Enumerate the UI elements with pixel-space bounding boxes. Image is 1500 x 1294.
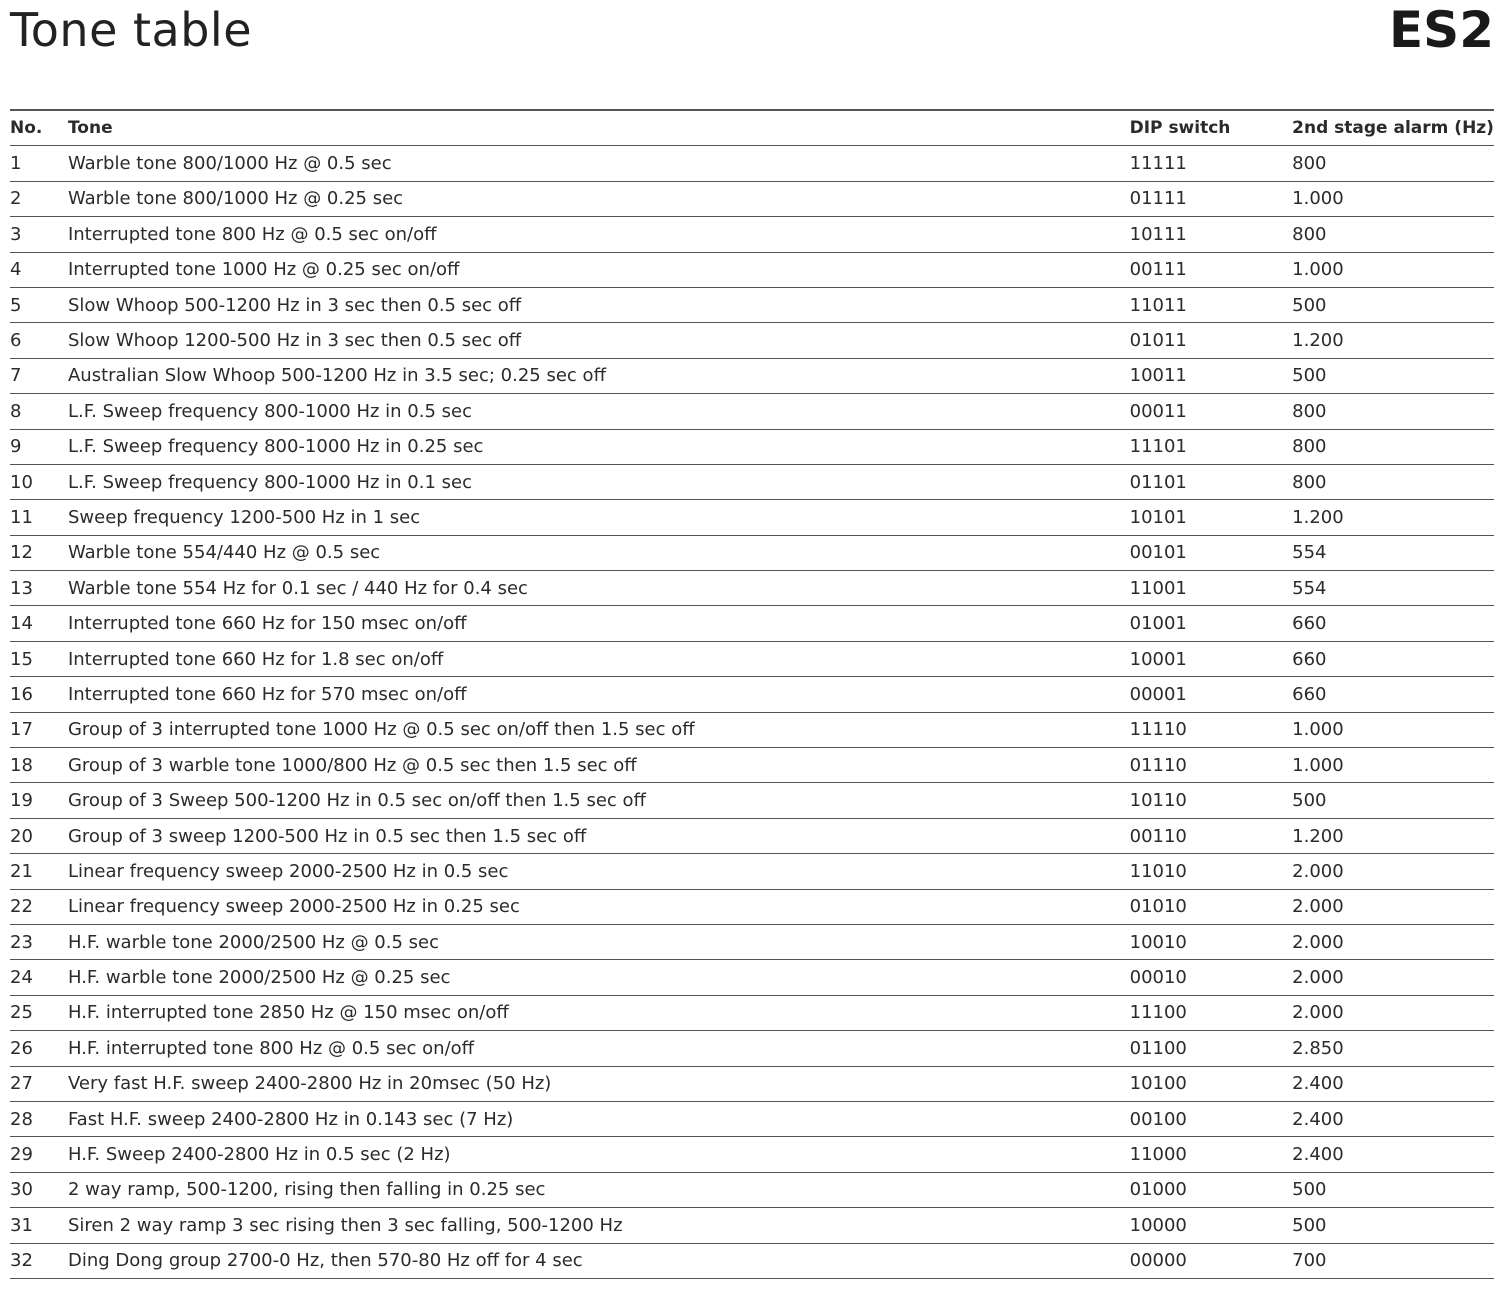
- cell-number: 23: [10, 924, 68, 959]
- cell-number: 32: [10, 1243, 68, 1278]
- cell-dip-switch: 01011: [1130, 323, 1293, 358]
- cell-tone: Warble tone 554/440 Hz @ 0.5 sec: [68, 535, 1130, 570]
- tone-table: [10, 109, 1494, 1279]
- cell-dip-switch: 01010: [1130, 889, 1293, 924]
- table-row: [10, 181, 1494, 216]
- cell-second-stage-alarm: 2.400: [1292, 1137, 1494, 1172]
- cell-second-stage-alarm: 554: [1292, 571, 1494, 606]
- cell-second-stage-alarm: 2.000: [1292, 889, 1494, 924]
- cell-tone: Fast H.F. sweep 2400-2800 Hz in 0.143 sec (7 Hz): [68, 1101, 1130, 1136]
- cell-number: 18: [10, 748, 68, 783]
- cell-dip-switch: 00010: [1130, 960, 1293, 995]
- cell-tone: Interrupted tone 660 Hz for 150 msec on/off: [68, 606, 1130, 641]
- cell-dip-switch: 01101: [1130, 464, 1293, 499]
- cell-second-stage-alarm: 800: [1292, 429, 1494, 464]
- cell-tone: 2 way ramp, 500-1200, rising then falling in 0.25 sec: [68, 1172, 1130, 1207]
- cell-number: 30: [10, 1172, 68, 1207]
- cell-dip-switch: 00001: [1130, 677, 1293, 712]
- table-row: [10, 429, 1494, 464]
- cell-tone: Warble tone 800/1000 Hz @ 0.25 sec: [68, 181, 1130, 216]
- cell-tone: Very fast H.F. sweep 2400-2800 Hz in 20msec (50 Hz): [68, 1066, 1130, 1101]
- cell-second-stage-alarm: 1.000: [1292, 252, 1494, 287]
- table-header-row: [10, 110, 1494, 146]
- table-body: [10, 146, 1494, 1279]
- cell-number: 28: [10, 1101, 68, 1136]
- cell-tone: H.F. warble tone 2000/2500 Hz @ 0.25 sec: [68, 960, 1130, 995]
- cell-dip-switch: 11000: [1130, 1137, 1293, 1172]
- cell-number: 3: [10, 217, 68, 252]
- cell-number: 2: [10, 181, 68, 216]
- cell-number: 25: [10, 995, 68, 1030]
- cell-tone: Ding Dong group 2700-0 Hz, then 570-80 Hz off for 4 sec: [68, 1243, 1130, 1278]
- cell-dip-switch: 10110: [1130, 783, 1293, 818]
- cell-tone: L.F. Sweep frequency 800-1000 Hz in 0.5 sec: [68, 394, 1130, 429]
- table-row: [10, 995, 1494, 1030]
- column-header-no: No.: [10, 110, 68, 146]
- table-row: [10, 1208, 1494, 1243]
- cell-dip-switch: 10111: [1130, 217, 1293, 252]
- cell-number: 14: [10, 606, 68, 641]
- table-row: [10, 1137, 1494, 1172]
- cell-tone: H.F. interrupted tone 800 Hz @ 0.5 sec on/off: [68, 1031, 1130, 1066]
- table-row: [10, 252, 1494, 287]
- cell-number: 19: [10, 783, 68, 818]
- column-header-dip-switch: DIP switch: [1130, 110, 1293, 146]
- cell-number: 12: [10, 535, 68, 570]
- table-row: [10, 535, 1494, 570]
- cell-number: 15: [10, 641, 68, 676]
- cell-number: 29: [10, 1137, 68, 1172]
- cell-tone: H.F. warble tone 2000/2500 Hz @ 0.5 sec: [68, 924, 1130, 959]
- cell-number: 1: [10, 146, 68, 181]
- cell-dip-switch: 01110: [1130, 748, 1293, 783]
- cell-second-stage-alarm: 500: [1292, 1172, 1494, 1207]
- table-row: [10, 287, 1494, 322]
- cell-dip-switch: 01111: [1130, 181, 1293, 216]
- cell-second-stage-alarm: 660: [1292, 641, 1494, 676]
- table-row: [10, 1243, 1494, 1278]
- cell-number: 9: [10, 429, 68, 464]
- table-row: [10, 712, 1494, 747]
- cell-second-stage-alarm: 800: [1292, 394, 1494, 429]
- cell-second-stage-alarm: 2.850: [1292, 1031, 1494, 1066]
- cell-tone: Sweep frequency 1200-500 Hz in 1 sec: [68, 500, 1130, 535]
- cell-dip-switch: 01100: [1130, 1031, 1293, 1066]
- cell-tone: Group of 3 warble tone 1000/800 Hz @ 0.5 sec then 1.5 sec off: [68, 748, 1130, 783]
- cell-second-stage-alarm: 800: [1292, 146, 1494, 181]
- cell-tone: Slow Whoop 1200-500 Hz in 3 sec then 0.5 sec off: [68, 323, 1130, 358]
- cell-dip-switch: 11011: [1130, 287, 1293, 322]
- cell-tone: Interrupted tone 1000 Hz @ 0.25 sec on/off: [68, 252, 1130, 287]
- cell-tone: Siren 2 way ramp 3 sec rising then 3 sec falling, 500-1200 Hz: [68, 1208, 1130, 1243]
- table-row: [10, 1066, 1494, 1101]
- cell-dip-switch: 10010: [1130, 924, 1293, 959]
- cell-dip-switch: 00101: [1130, 535, 1293, 570]
- cell-tone: Interrupted tone 800 Hz @ 0.5 sec on/off: [68, 217, 1130, 252]
- cell-dip-switch: 11001: [1130, 571, 1293, 606]
- cell-second-stage-alarm: 1.000: [1292, 712, 1494, 747]
- cell-dip-switch: 00011: [1130, 394, 1293, 429]
- cell-number: 20: [10, 818, 68, 853]
- cell-dip-switch: 11100: [1130, 995, 1293, 1030]
- table-row: [10, 146, 1494, 181]
- table-row: [10, 1172, 1494, 1207]
- cell-tone: Linear frequency sweep 2000-2500 Hz in 0.25 sec: [68, 889, 1130, 924]
- cell-second-stage-alarm: 500: [1292, 1208, 1494, 1243]
- cell-tone: H.F. interrupted tone 2850 Hz @ 150 msec on/off: [68, 995, 1130, 1030]
- cell-tone: Interrupted tone 660 Hz for 570 msec on/off: [68, 677, 1130, 712]
- column-header-tone: Tone: [68, 110, 1130, 146]
- cell-dip-switch: 01000: [1130, 1172, 1293, 1207]
- table-row: [10, 358, 1494, 393]
- table-row: [10, 394, 1494, 429]
- cell-number: 21: [10, 854, 68, 889]
- cell-number: 26: [10, 1031, 68, 1066]
- cell-dip-switch: 01001: [1130, 606, 1293, 641]
- cell-tone: Australian Slow Whoop 500-1200 Hz in 3.5 sec; 0.25 sec off: [68, 358, 1130, 393]
- cell-tone: Group of 3 sweep 1200-500 Hz in 0.5 sec then 1.5 sec off: [68, 818, 1130, 853]
- cell-tone: Warble tone 554 Hz for 0.1 sec / 440 Hz for 0.4 sec: [68, 571, 1130, 606]
- table-row: [10, 464, 1494, 499]
- cell-dip-switch: 11111: [1130, 146, 1293, 181]
- cell-second-stage-alarm: 1.200: [1292, 323, 1494, 358]
- cell-number: 13: [10, 571, 68, 606]
- cell-tone: Interrupted tone 660 Hz for 1.8 sec on/off: [68, 641, 1130, 676]
- cell-number: 4: [10, 252, 68, 287]
- cell-dip-switch: 10100: [1130, 1066, 1293, 1101]
- cell-second-stage-alarm: 1.000: [1292, 748, 1494, 783]
- cell-number: 31: [10, 1208, 68, 1243]
- cell-number: 5: [10, 287, 68, 322]
- column-header-second-stage-alarm: 2nd stage alarm (Hz): [1292, 110, 1494, 146]
- cell-tone: Group of 3 Sweep 500-1200 Hz in 0.5 sec on/off then 1.5 sec off: [68, 783, 1130, 818]
- cell-tone: H.F. Sweep 2400-2800 Hz in 0.5 sec (2 Hz): [68, 1137, 1130, 1172]
- cell-second-stage-alarm: 2.000: [1292, 995, 1494, 1030]
- cell-number: 22: [10, 889, 68, 924]
- cell-dip-switch: 11110: [1130, 712, 1293, 747]
- cell-second-stage-alarm: 800: [1292, 464, 1494, 499]
- table-row: [10, 323, 1494, 358]
- cell-second-stage-alarm: 554: [1292, 535, 1494, 570]
- cell-number: 24: [10, 960, 68, 995]
- table-row: [10, 889, 1494, 924]
- cell-number: 6: [10, 323, 68, 358]
- table-row: [10, 748, 1494, 783]
- product-code: ES2: [1389, 1, 1494, 59]
- table-row: [10, 783, 1494, 818]
- cell-number: 8: [10, 394, 68, 429]
- cell-number: 7: [10, 358, 68, 393]
- cell-second-stage-alarm: 660: [1292, 677, 1494, 712]
- cell-dip-switch: 00000: [1130, 1243, 1293, 1278]
- cell-second-stage-alarm: 2.000: [1292, 924, 1494, 959]
- cell-dip-switch: 10011: [1130, 358, 1293, 393]
- cell-number: 11: [10, 500, 68, 535]
- cell-tone: Linear frequency sweep 2000-2500 Hz in 0.5 sec: [68, 854, 1130, 889]
- cell-second-stage-alarm: 500: [1292, 287, 1494, 322]
- cell-second-stage-alarm: 800: [1292, 217, 1494, 252]
- cell-number: 17: [10, 712, 68, 747]
- cell-second-stage-alarm: 500: [1292, 783, 1494, 818]
- cell-tone: L.F. Sweep frequency 800-1000 Hz in 0.25 sec: [68, 429, 1130, 464]
- cell-second-stage-alarm: 660: [1292, 606, 1494, 641]
- cell-dip-switch: 00111: [1130, 252, 1293, 287]
- cell-tone: Group of 3 interrupted tone 1000 Hz @ 0.5 sec on/off then 1.5 sec off: [68, 712, 1130, 747]
- cell-second-stage-alarm: 700: [1292, 1243, 1494, 1278]
- cell-dip-switch: 10000: [1130, 1208, 1293, 1243]
- table-row: [10, 677, 1494, 712]
- cell-second-stage-alarm: 2.000: [1292, 854, 1494, 889]
- cell-tone: Warble tone 800/1000 Hz @ 0.5 sec: [68, 146, 1130, 181]
- cell-tone: L.F. Sweep frequency 800-1000 Hz in 0.1 sec: [68, 464, 1130, 499]
- table-row: [10, 500, 1494, 535]
- cell-second-stage-alarm: 1.200: [1292, 818, 1494, 853]
- cell-second-stage-alarm: 2.000: [1292, 960, 1494, 995]
- table-row: [10, 606, 1494, 641]
- table-row: [10, 960, 1494, 995]
- cell-dip-switch: 10101: [1130, 500, 1293, 535]
- table-row: [10, 641, 1494, 676]
- cell-second-stage-alarm: 1.000: [1292, 181, 1494, 216]
- cell-dip-switch: 00110: [1130, 818, 1293, 853]
- cell-tone: Slow Whoop 500-1200 Hz in 3 sec then 0.5 sec off: [68, 287, 1130, 322]
- table-row: [10, 1031, 1494, 1066]
- table-row: [10, 1101, 1494, 1136]
- cell-number: 16: [10, 677, 68, 712]
- table-row: [10, 571, 1494, 606]
- cell-dip-switch: 11010: [1130, 854, 1293, 889]
- table-row: [10, 217, 1494, 252]
- cell-dip-switch: 10001: [1130, 641, 1293, 676]
- table-row: [10, 818, 1494, 853]
- cell-number: 27: [10, 1066, 68, 1101]
- cell-dip-switch: 11101: [1130, 429, 1293, 464]
- cell-second-stage-alarm: 500: [1292, 358, 1494, 393]
- table-row: [10, 924, 1494, 959]
- cell-second-stage-alarm: 2.400: [1292, 1101, 1494, 1136]
- page-title: Tone table: [10, 3, 253, 57]
- cell-dip-switch: 00100: [1130, 1101, 1293, 1136]
- cell-number: 10: [10, 464, 68, 499]
- table-row: [10, 854, 1494, 889]
- cell-second-stage-alarm: 2.400: [1292, 1066, 1494, 1101]
- cell-second-stage-alarm: 1.200: [1292, 500, 1494, 535]
